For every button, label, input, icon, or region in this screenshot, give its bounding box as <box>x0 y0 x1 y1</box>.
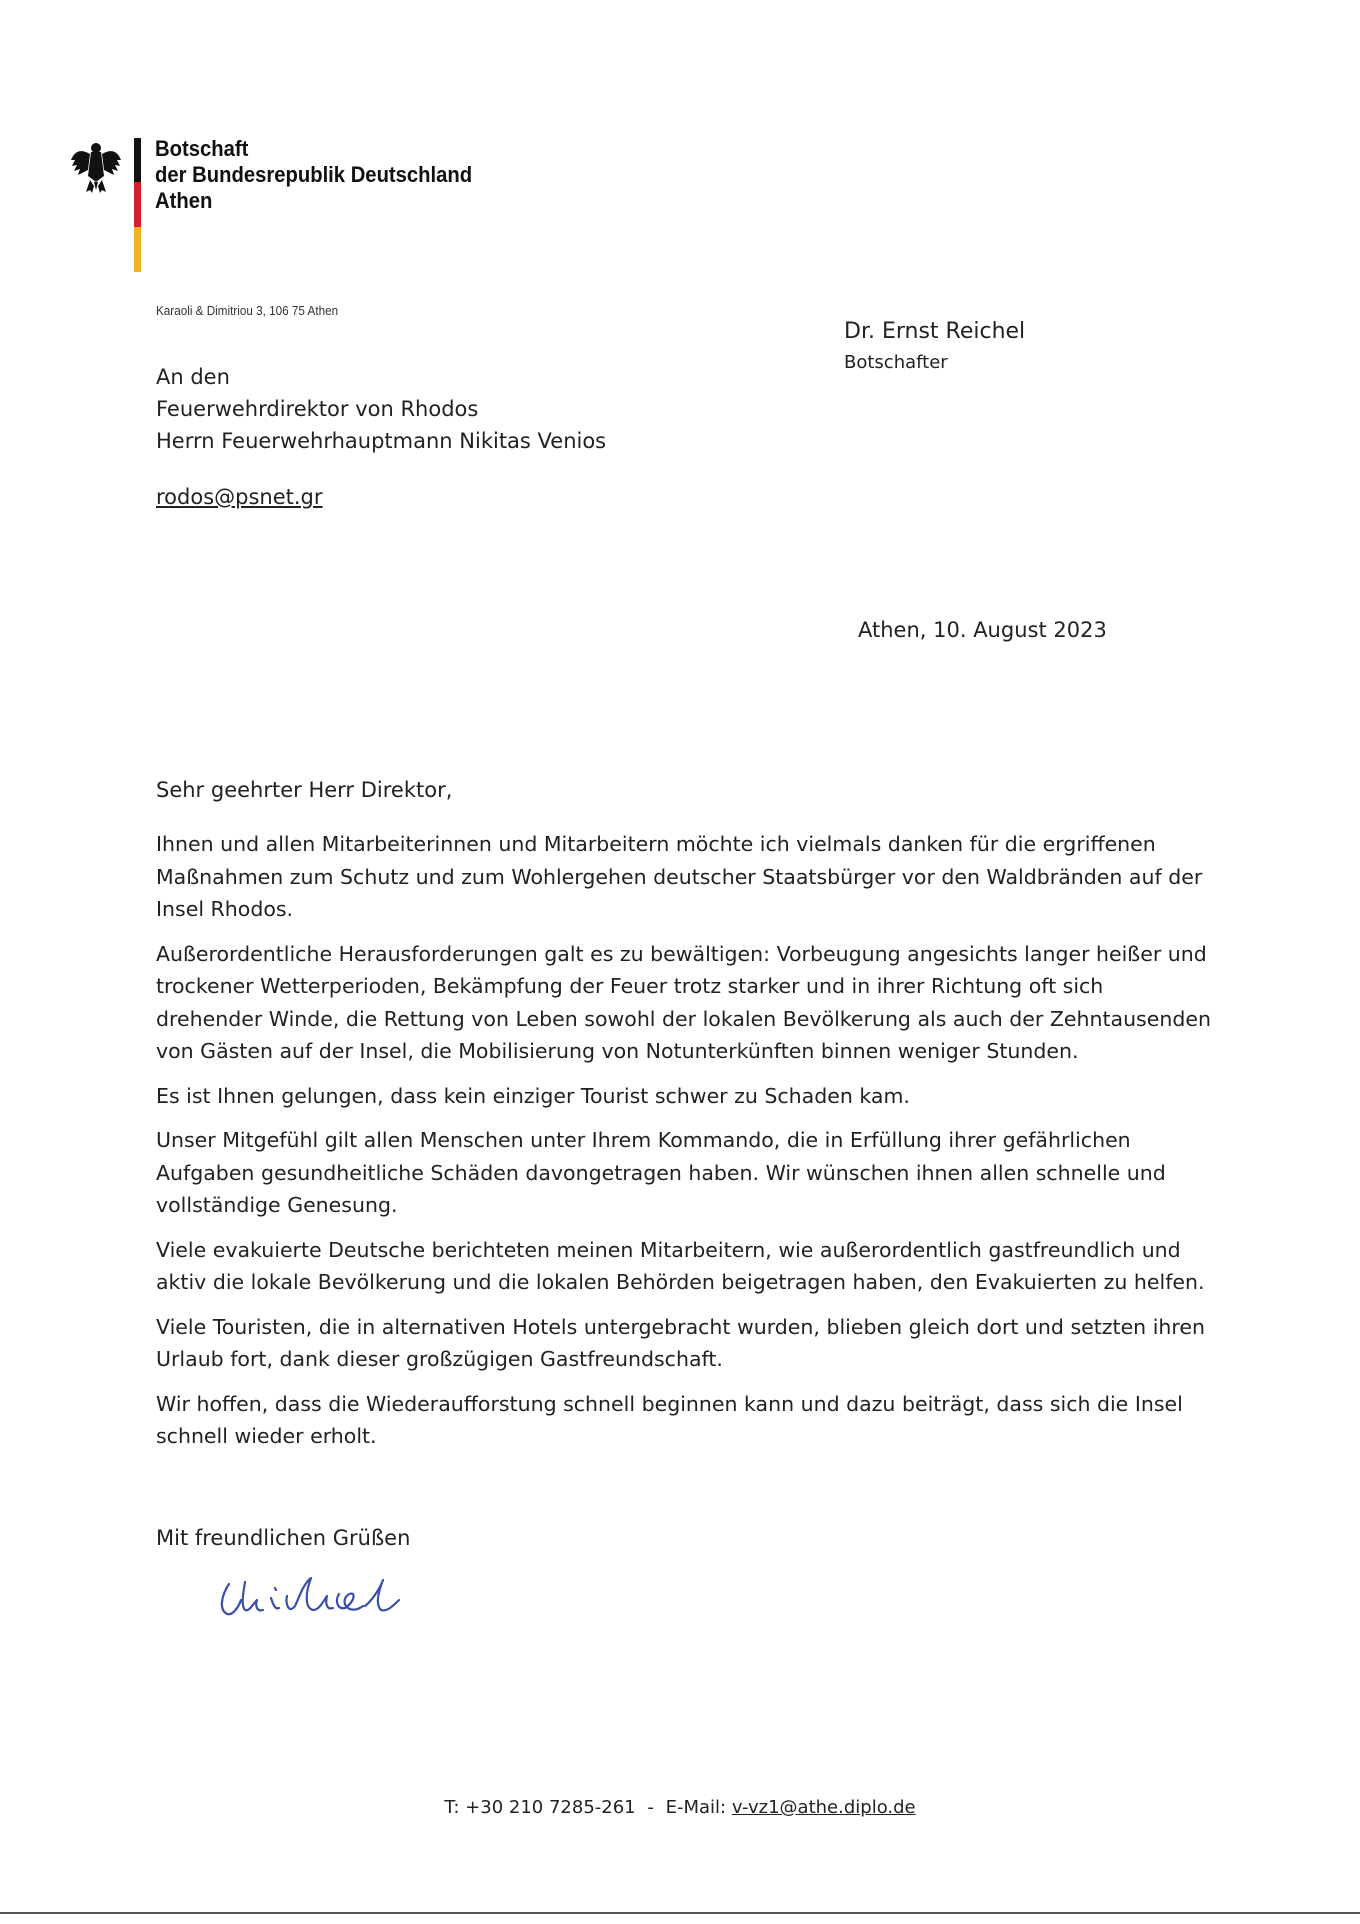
letter-date: Athen, 10. August 2023 <box>858 618 1107 642</box>
sender-address: Karaoli & Dimitriou 3, 106 75 Athen <box>156 303 339 318</box>
federal-eagle-icon <box>70 138 122 194</box>
org-line-2: der Bundesrepublik Deutschland <box>155 162 473 187</box>
body-paragraph: Es ist Ihnen gelungen, dass kein einziger Tourist schwer zu Schaden kam. <box>156 1083 910 1108</box>
flag-color-bar <box>134 138 141 272</box>
footer-separator: - <box>647 1797 654 1818</box>
org-line-1: Botschaft <box>155 136 249 161</box>
signer-name: Dr. Ernst Reichel <box>844 319 1026 344</box>
closing-phrase: Mit freundlichen Grüßen <box>156 1526 411 1550</box>
body-paragraph: Ihnen und allen Mitarbeiterinnen und Mitarbeitern möchte ich vielmals danken für die ergriffenen Maßnahmen zum Schutz und zum Wohlergehen deutscher Staatsbürger vor den Waldbränden auf der Insel Rhodos. <box>156 832 1203 921</box>
footer-phone: T: +30 210 7285-261 <box>444 1797 636 1818</box>
body-paragraph: Außerordentliche Herausforderungen galt es zu bewältigen: Vorbeugung angesichts langer heißer und trockener Wetterperioden, Bekämpfung der Feuer trotz starker und in ihrer Richtung oft sich drehender Winde, die Rettung von Leben sowohl der lokalen Bevölkerung als auch der Zehntausenden von Gästen auf der Insel, die Mobilisierung von Notunterkünften binnen weniger Stunden. <box>156 941 1211 1063</box>
recipient-email-link[interactable]: rodos@psnet.gr <box>156 485 323 509</box>
footer-email-link[interactable]: v-vz1@athe.diplo.de <box>731 1797 916 1818</box>
embassy-name <box>155 136 472 214</box>
recipient-line-1: An den <box>156 365 230 389</box>
footer-contact <box>0 1797 1360 1818</box>
org-line-3: Athen <box>155 188 213 213</box>
signer-role: Botschafter <box>844 352 948 373</box>
recipient-address <box>156 361 606 457</box>
body-paragraph: Viele Touristen, die in alternativen Hotels untergebracht wurden, blieben gleich dort und setzten ihren Urlaub fort, dank dieser großzügigen Gastfreundschaft. <box>156 1314 1205 1371</box>
bottom-divider <box>0 1912 1360 1914</box>
handwritten-signature <box>215 1570 425 1630</box>
letter-body <box>156 828 1216 1465</box>
salutation: Sehr geehrter Herr Direktor, <box>156 778 453 802</box>
footer-email-label: E-Mail: <box>665 1797 727 1818</box>
body-paragraph: Unser Mitgefühl gilt allen Menschen unter Ihrem Kommando, die in Erfüllung ihrer gefährlichen Aufgaben gesundheitliche Schäden davongetragen haben. Wir wünschen ihnen allen schnelle und vollständige Genesung. <box>156 1128 1166 1217</box>
body-paragraph: Viele evakuierte Deutsche berichteten meinen Mitarbeitern, wie außerordentlich gastfreundlich und aktiv die lokale Bevölkerung und die lokalen Behörden beigetragen haben, den Evakuierten zu helfen. <box>156 1237 1205 1294</box>
signer-block <box>844 319 1025 373</box>
recipient-line-2: Feuerwehrdirektor von Rhodos <box>156 397 479 421</box>
recipient-line-3: Herrn Feuerwehrhauptmann Nikitas Venios <box>156 429 607 453</box>
body-paragraph: Wir hoffen, dass die Wiederaufforstung schnell beginnen kann und dazu beiträgt, dass sich die Insel schnell wieder erholt. <box>156 1391 1183 1448</box>
